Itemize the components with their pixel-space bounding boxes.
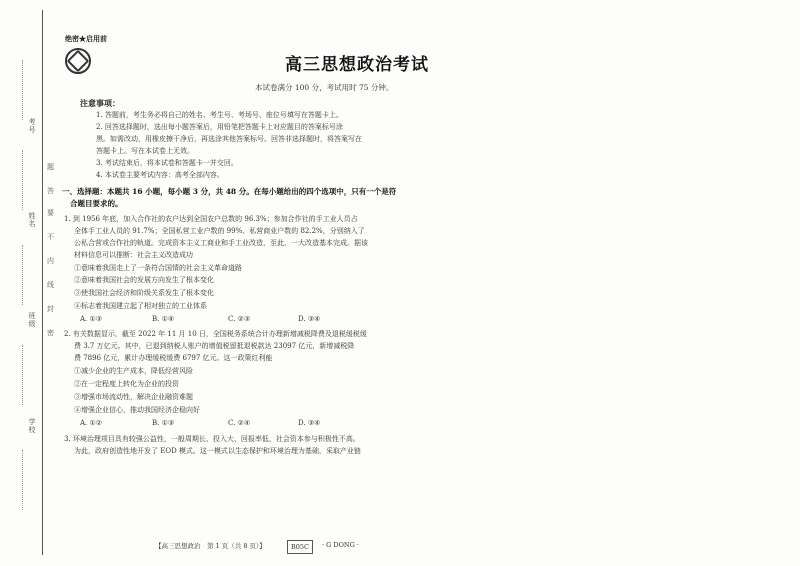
question-3-line: 为此，政府创造性地开发了 EOD 模式。这一模式以生态保护和环境治理为基础，采取产业链 (74, 447, 361, 455)
question-1-choice-d: D. ③④ (298, 315, 321, 323)
margin-label-name: 姓名 (28, 212, 36, 228)
question-2-statement: ③增强市场流动性，解决企业融资难题 (74, 393, 193, 401)
section-title-continued: 合题目要求的。 (70, 199, 123, 208)
seal-char: 不 (47, 233, 54, 241)
note-item: 4. 本试卷主要考试内容：高考全部内容。 (96, 171, 224, 179)
seal-char: 题 (47, 163, 54, 171)
note-item: 3. 考试结束后，将本试卷和答题卡一并交回。 (96, 159, 238, 167)
question-1-statement: ①意味着我国走上了一条符合国情的社会主义革命道路 (74, 264, 242, 272)
seal-char: 密 (47, 329, 54, 337)
note-item: 1. 答题前，考生务必将自己的姓名、考生号、考场号、座位号填写在答题卡上。 (96, 111, 343, 119)
question-2-statement: ①减少企业的生产成本，降低经营风险 (74, 367, 193, 375)
question-1-choice-a: A. ①③ (80, 315, 103, 323)
note-item: 黑。如需改动，用橡皮擦干净后，再选涂其他答案标号。回答非选择题时，将答案写在 (96, 135, 362, 143)
binding-line (42, 10, 43, 555)
question-1-line: 1. 到 1956 年底，加入合作社的农户达到全国农户总数的 96.3%；参加合作社的手工业人员占 (64, 215, 358, 223)
question-1-line: 公私合营或合作社的轨道。完成资本主义工商业和手工业改造，至此，一大改造基本完成。据该 (74, 239, 368, 247)
question-3-line: 3. 环境治理项目具有较强公益性，一般周期长、投入大、回报率低，社会资本参与积极性不高。 (64, 435, 360, 443)
question-2-choice-d: D. ③④ (298, 419, 321, 427)
margin-label-class: 班级 (28, 312, 36, 328)
margin-blank (22, 150, 24, 210)
question-1-statement: ②意味着我国社会的发展方向发生了根本变化 (74, 276, 214, 284)
page-info: 【高三思想政治 第 1 页（共 8 页）】 (155, 542, 266, 550)
question-2-statement: ④增强企业信心，推动我国经济企稳向好 (74, 406, 200, 414)
question-1-line: 材料信息可以推断：社会主义改造成功 (74, 251, 193, 259)
margin-blank (22, 60, 24, 120)
exam-title: 高三思想政治考试 (285, 55, 429, 75)
confidential-tag: 绝密★启用前 (65, 34, 107, 43)
question-2-line: 费 3.7 万亿元。其中，已退到纳税人账户的增值税留抵退税款达 23097 亿元，新增减税降 (74, 342, 355, 350)
question-2-choice-b: B. ①③ (152, 419, 175, 427)
question-2-choice-c: C. ②④ (228, 419, 251, 427)
seal-char: 线 (47, 281, 54, 289)
exam-info: 本试卷满分 100 分，考试用时 75 分钟。 (255, 83, 394, 92)
notes-heading: 注意事项： (80, 98, 120, 108)
question-2-statement: ②在一定程度上转化为企业的投资 (74, 380, 179, 388)
region-tag: · G DONG · (322, 541, 359, 549)
question-2-line: 费 7896 亿元，累计办理缓税缓费 6797 亿元。这一政策红利能 (74, 354, 273, 362)
seal-char: 内 (47, 257, 54, 265)
section-title: 一、选择题：本题共 16 小题，每小题 3 分，共 48 分。在每小题给出的四个选项中，只有一个是符 (62, 187, 397, 196)
question-2-line: 2. 有关数据显示，截至 2022 年 11 月 10 日，全国税务系统合计办理新增减税降费及退税缓税缓 (64, 330, 367, 338)
question-1-choice-c: C. ②③ (228, 315, 251, 323)
exam-code-box: B05C (287, 540, 313, 554)
margin-blank (22, 345, 24, 405)
logo-icon (65, 48, 91, 74)
question-1-statement: ④标志着我国建立起了相对独立的工业体系 (74, 302, 207, 310)
question-1-statement: ③使我国社会经济和阶级关系发生了根本变化 (74, 289, 214, 297)
seal-char: 封 (47, 305, 54, 313)
note-item: 2. 回答选择题时，选出每小题答案后，用铅笔把答题卡上对应题目的答案标号涂 (96, 123, 343, 131)
seal-char: 要 (47, 209, 54, 217)
question-1-choice-b: B. ①④ (152, 315, 175, 323)
question-2-choice-a: A. ①② (80, 419, 103, 427)
margin-label-school: 学校 (28, 418, 36, 434)
question-1-line: 全体手工业人员的 91.7%；全国私营工业户数的 99%、私营商业户数的 82.2%，分别纳入了 (74, 227, 365, 235)
margin-blank (22, 245, 24, 305)
note-item: 答题卡上。写在本试卷上无效。 (96, 147, 194, 155)
margin-blank (22, 450, 24, 510)
seal-char: 答 (47, 187, 54, 195)
margin-label-exam-number: 考号 (28, 118, 36, 134)
